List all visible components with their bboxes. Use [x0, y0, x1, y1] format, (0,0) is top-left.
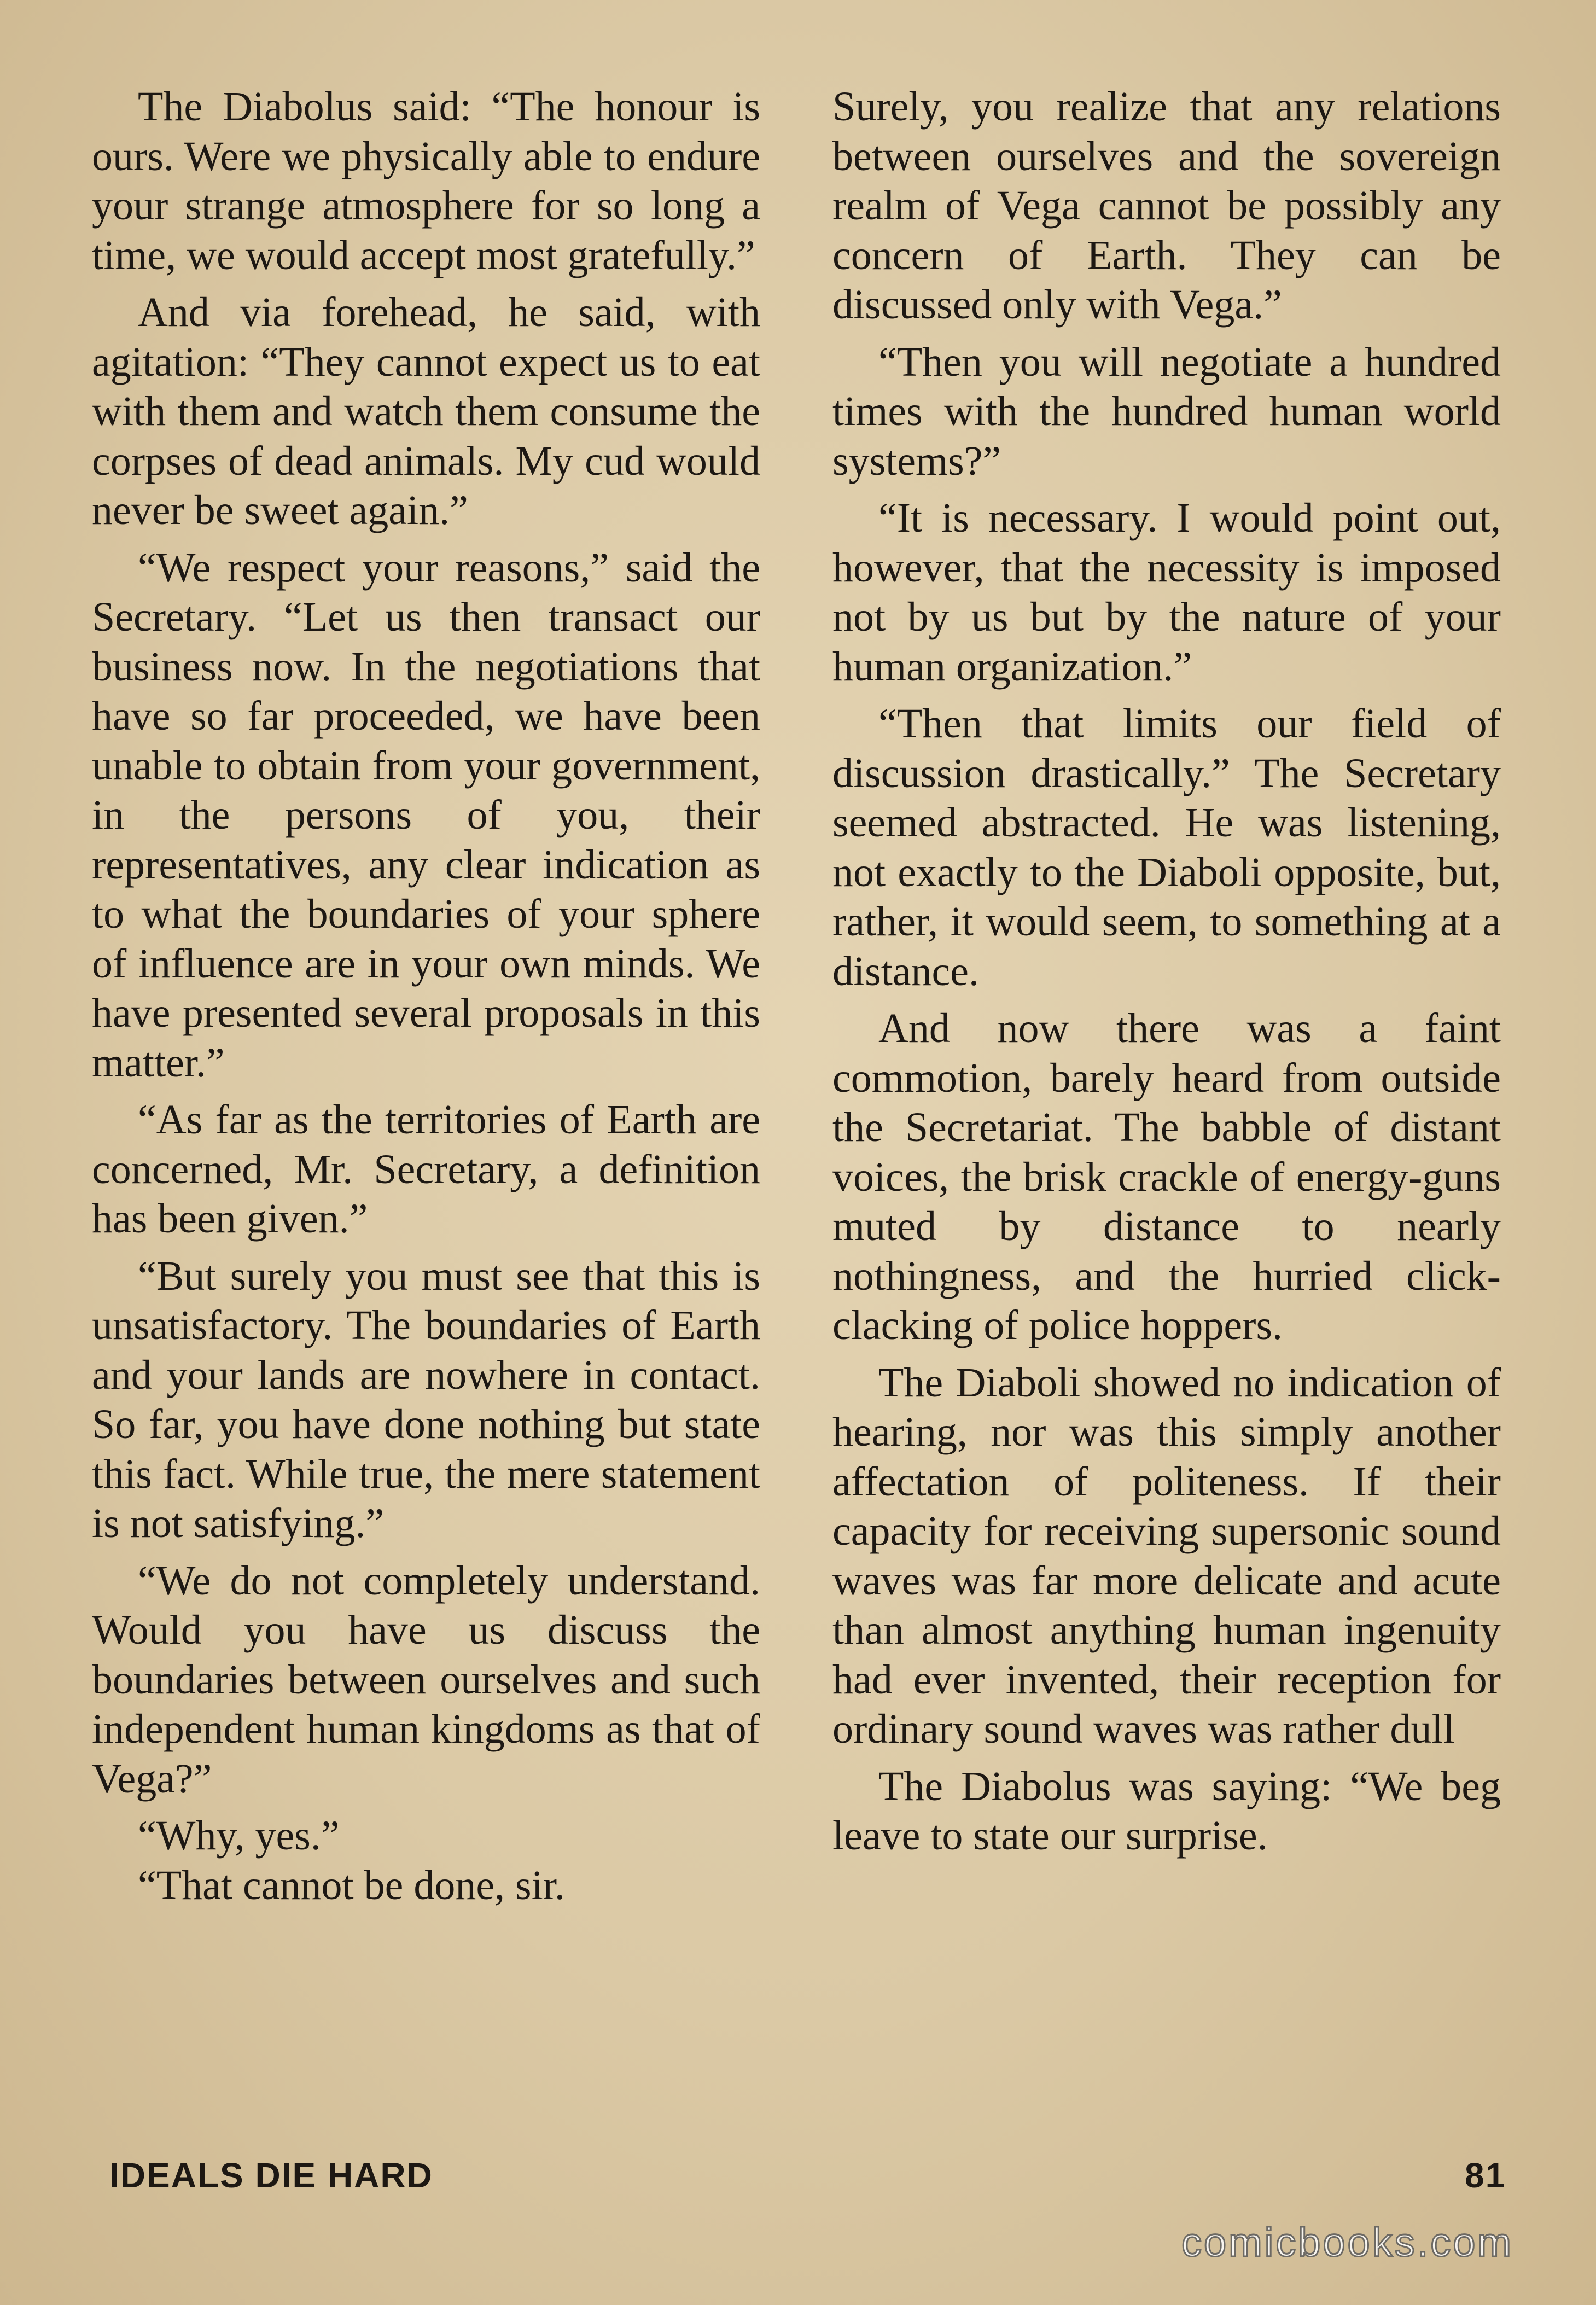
paragraph: “That cannot be done, sir. — [138, 1862, 565, 1908]
paragraph: “We respect your reasons,” said the Secretary. “Let us then transact our business now. In the negotiations that have so far proceeded, we have been unable to obtain from your government, in the persons of you, their representatives, any clear indication as to what the boundaries of your sphere of influence are in your own minds. We have presented several proposals in this matter.” — [92, 544, 760, 1086]
paragraph: “Then you will negotiate a hundred times with the hundred human world systems?” — [832, 339, 1501, 484]
paragraph: “As far as the territories of Earth are concerned, Mr. Secretary, a definition has been given.” — [92, 1097, 760, 1242]
paragraph: “Then that limits our field of discussion drastically.” The Secretary seemed abstracted. He was listening, not exactly to the Diaboli opposite, but, rather, it would seem, to something at a distance. — [832, 701, 1501, 994]
paragraph: The Diabolus said: “The honour is ours. Were we physically able to endure your strange atmosphere for so long a time, we would accept most gratefully.” — [92, 84, 760, 278]
paragraph: Surely, you realize that any relations between ourselves and the sovereign realm of Vega cannot be possibly any concern of Earth. They can be discussed only with Vega.” — [832, 84, 1501, 328]
paragraph: “It is necessary. I would point out, however, that the necessity is imposed not by us but by the nature of your human organization.” — [832, 495, 1501, 690]
left-column — [92, 82, 760, 1918]
right-column — [832, 82, 1501, 1869]
running-footer-title: IDEALS DIE HARD — [109, 2156, 433, 2195]
watermark: comicbooks.com — [1181, 2220, 1514, 2265]
paragraph: The Diabolus was saying: “We beg leave to state our surprise. — [832, 1763, 1501, 1859]
paragraph: The Diaboli showed no indication of hearing, nor was this simply another affectation of politeness. If their capacity for receiving supersonic sound waves was far more delicate and acute than almost anything human ingenuity had ever invented, their reception for ordinary sound waves was rather dull — [832, 1359, 1501, 1752]
paragraph: And via forehead, he said, with agitation: “They cannot expect us to eat with them and watch them consume the corpses of dead animals. My cud would never be sweet again.” — [92, 289, 760, 533]
page-number: 81 — [1465, 2156, 1506, 2195]
paragraph: “But surely you must see that this is unsatisfactory. The boundaries of Earth and your lands are nowhere in contact. So far, you have done nothing but state this fact. While true, the mere statement is not satisfying.” — [92, 1253, 760, 1546]
paragraph: “Why, yes.” — [138, 1813, 340, 1859]
paragraph: And now there was a faint commotion, barely heard from outside the Secretariat. The babble of distant voices, the brisk crackle of energy-guns muted by distance to nearly nothingness, and the hurried click-clacking of police hoppers. — [832, 1005, 1501, 1348]
paragraph: “We do not completely understand. Would you have us discuss the boundaries between ourselves and such independent human kingdoms as that of Vega?” — [92, 1557, 760, 1802]
